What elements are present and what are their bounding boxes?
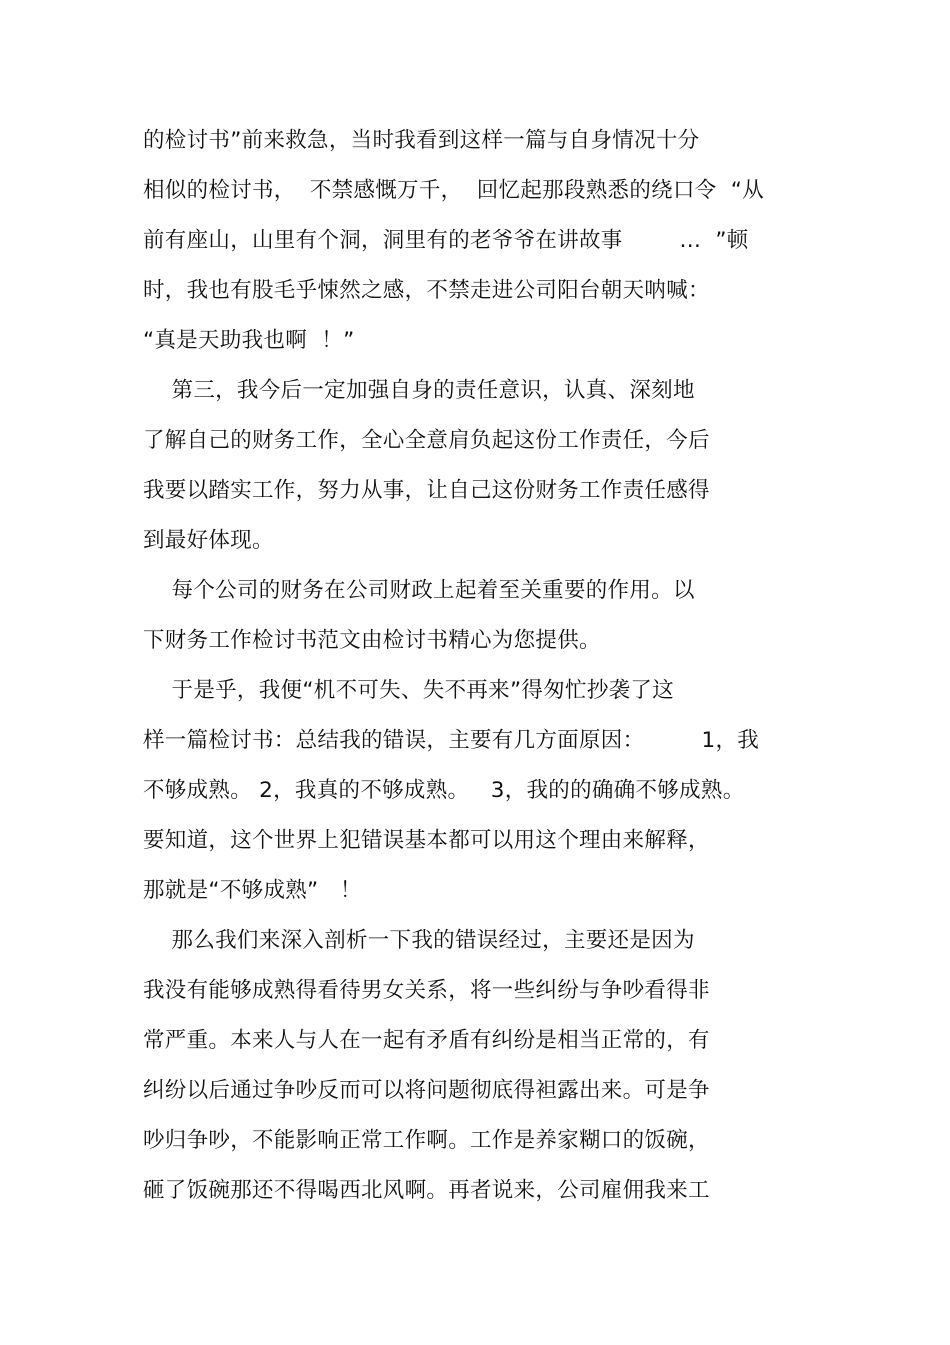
text-line: 每个公司的财务在公司财政上起着至关重要的作用。以 [143,578,695,603]
text-line: 下财务工作检讨书范文由检讨书精心为您提供。 [143,628,601,653]
text-line: 的检讨书”前来救急，当时我看到这样一篇与自身情况十分 [143,128,700,153]
text-line: 我要以踏实工作，努力从事，让自己这份财务工作责任感得 [143,478,710,503]
text-line: 砸了饭碗那还不得喝西北风啊。再者说来，公司雇佣我来工 [143,1178,710,1203]
text-line: 要知道，这个世界上犯错误基本都可以用这个理由来解释， [143,828,710,853]
text-line: 吵归争吵，不能影响正常工作啊。工作是养家糊口的饭碗， [143,1128,710,1153]
text-line: 相似的检讨书， 不禁感慨万千， 回忆起那段熟悉的绕口令 “从 [143,178,765,203]
text-line: 第三，我今后一定加强自身的责任意识，认真、深刻地 [143,378,695,403]
text-line: “真是天助我也啊 ！” [143,328,355,353]
text-line: 不够成熟。 2，我真的不够成熟。 3，我的的确确不够成熟。 [143,778,745,803]
text-line: 那就是“不够成熟” ！ [143,878,362,903]
text-line: 了解自己的财务工作，全心全意肩负起这份工作责任，今后 [143,428,710,453]
text-line: 到最好体现。 [143,528,274,553]
text-line: 我没有能够成熟得看待男女关系，将一些纠纷与争吵看得非 [143,978,710,1003]
text-line: 时，我也有股毛乎悚然之感，不禁走进公司阳台朝天呐喊： [143,278,710,303]
text-line: 于是乎，我便“机不可失、失不再来”得匆忙抄袭了这 [143,678,675,703]
text-line: 样一篇检讨书：总结我的错误，主要有几方面原因： 1，我 [143,728,760,753]
text-line: 常严重。本来人与人在一起有矛盾有纠纷是相当正常的，有 [143,1028,710,1053]
text-line: 纠纷以后通过争吵反而可以将问题彻底得袒露出来。可是争 [143,1078,710,1103]
text-line: 前有座山，山里有个洞，洞里有的老爷爷在讲故事 ... ”顿 [143,228,749,253]
text-line: 那么我们来深入剖析一下我的错误经过，主要还是因为 [143,928,695,953]
